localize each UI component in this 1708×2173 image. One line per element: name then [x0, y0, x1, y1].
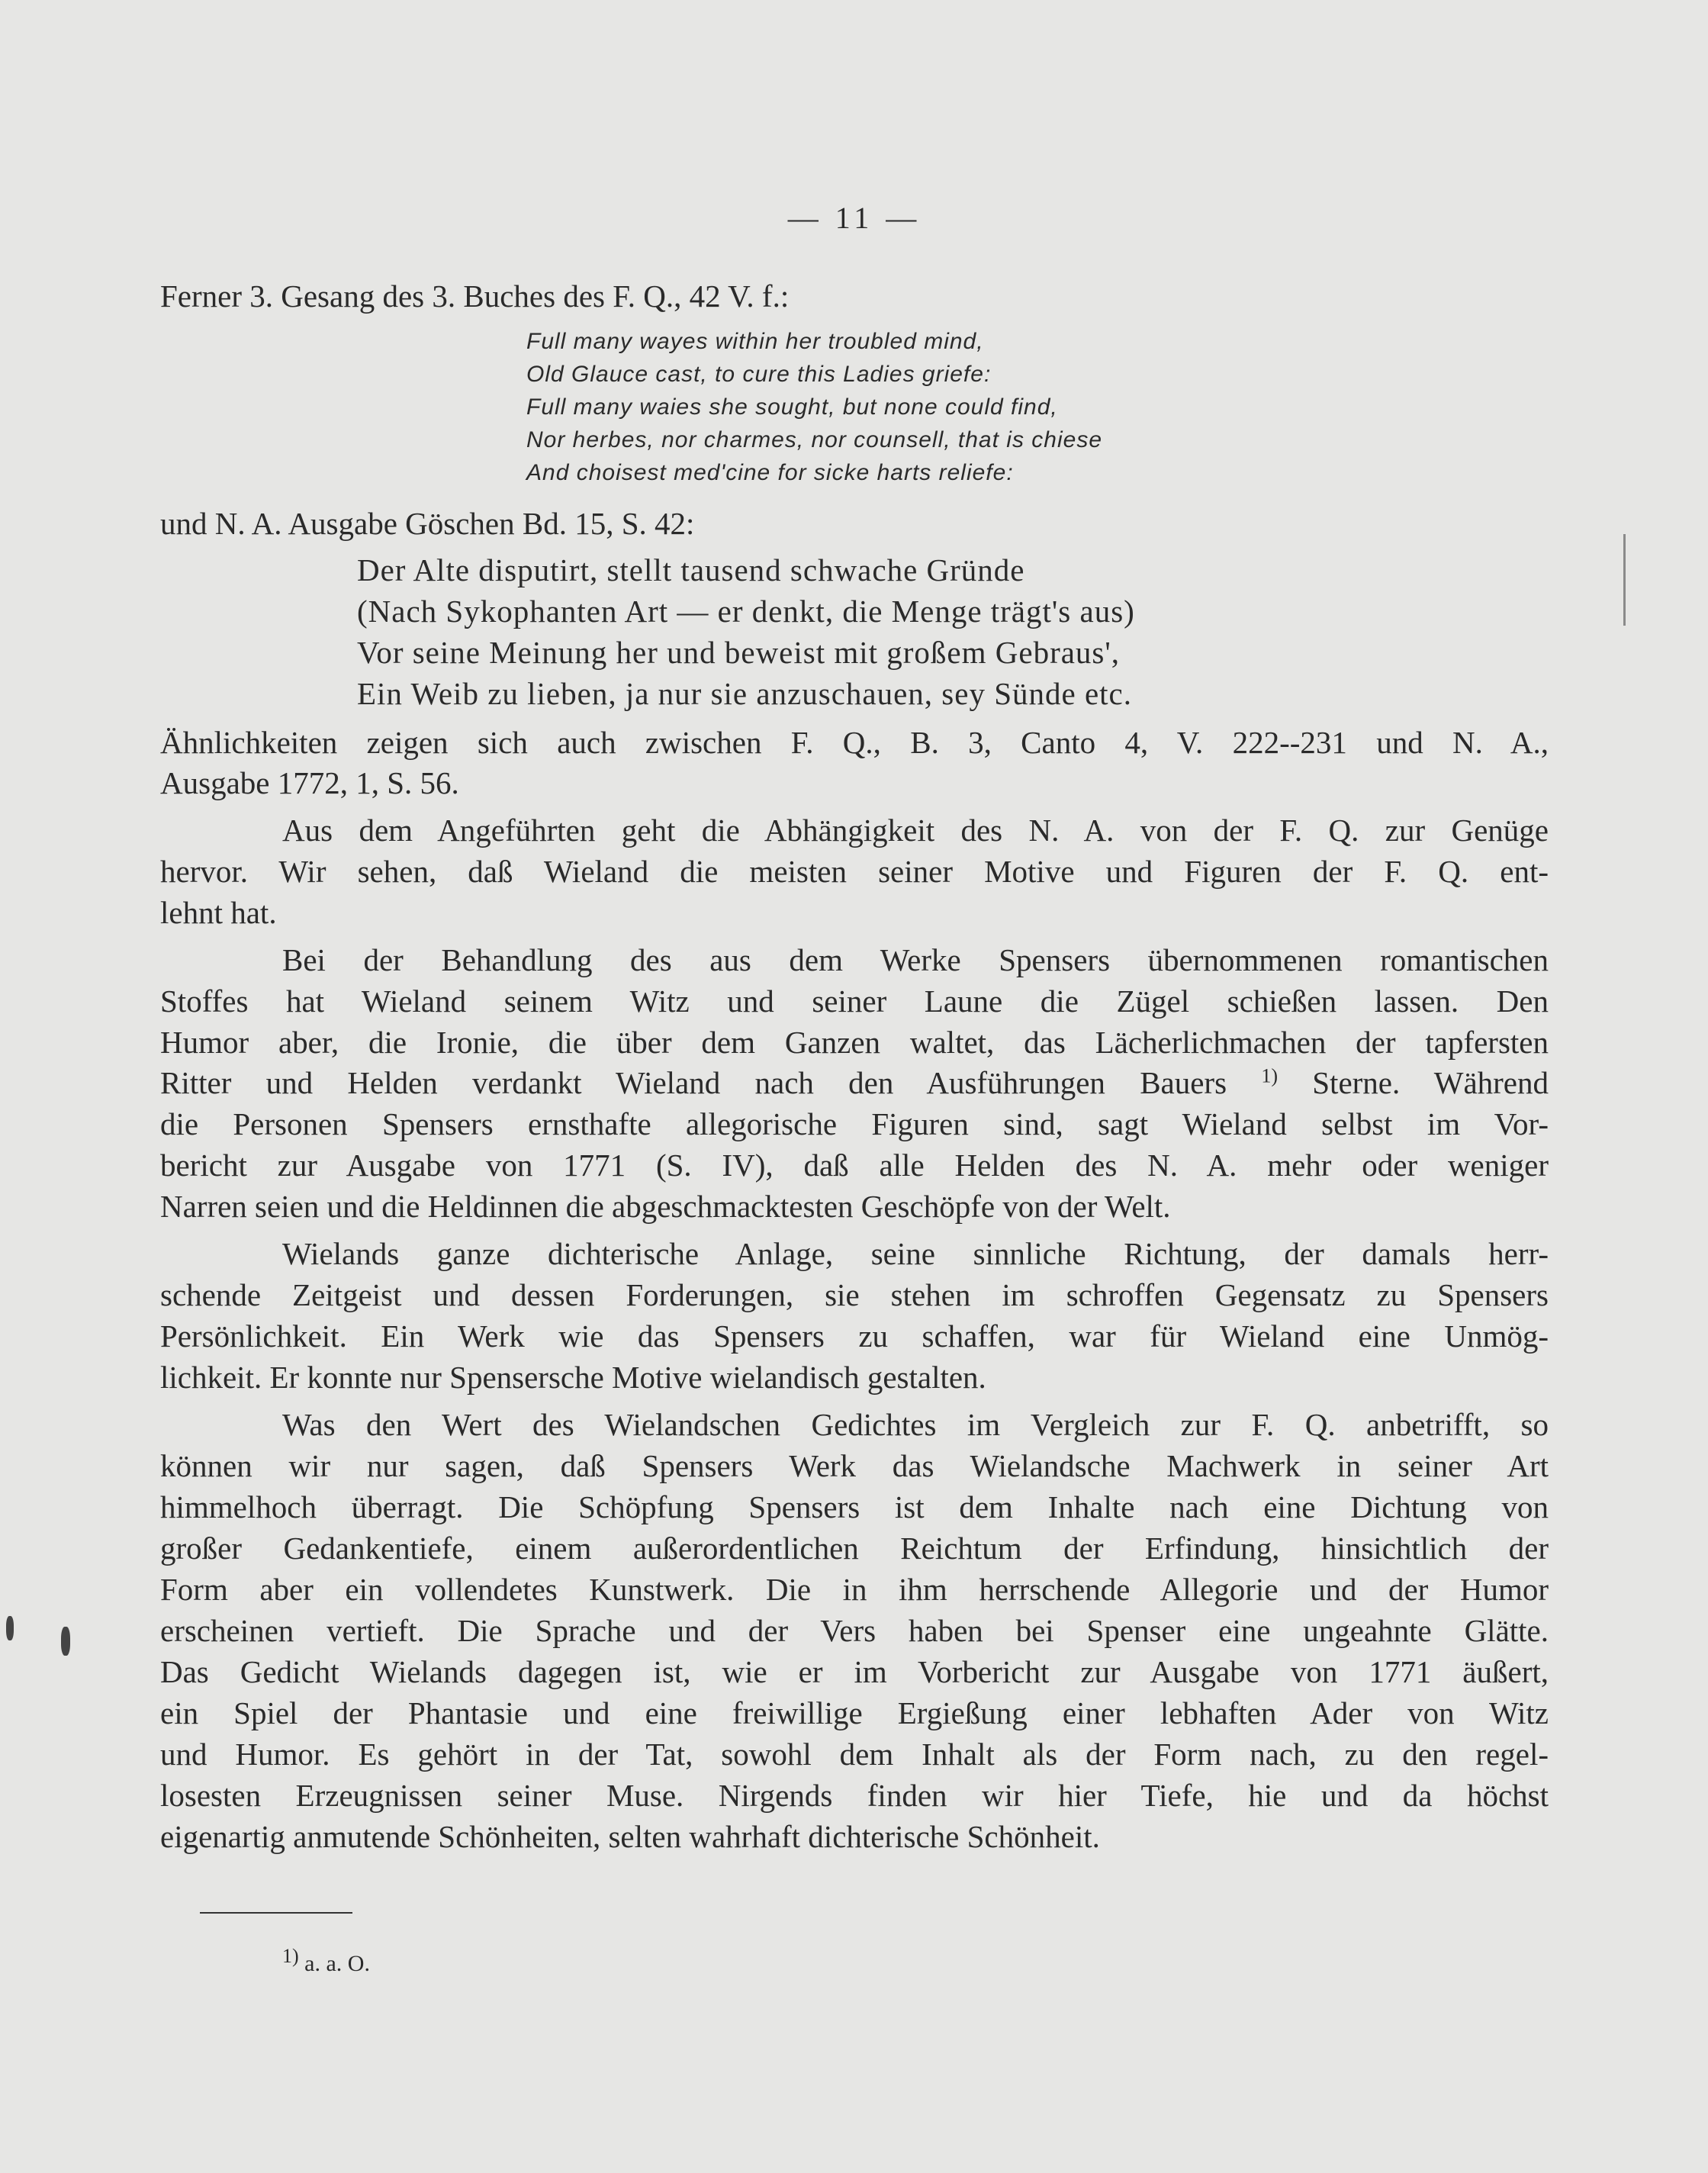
text-line: lichkeit. Er konnte nur Spensersche Motive wielandisch gestalten.: [160, 1360, 986, 1395]
text-line: die Personen Spensers ernsthafte allegorische Figuren sind, sagt Wieland selbst im Vor-: [160, 1106, 1549, 1141]
text-line: schende Zeitgeist und dessen Forderungen, sie stehen im schroffen Gegensatz zu Spensers: [160, 1277, 1549, 1312]
text-line: eigenartig anmutende Schönheiten, selten wahrhaft dichterische Schönheit.: [160, 1819, 1100, 1854]
text-line: können wir nur sagen, daß Spensers Werk das Wielandsche Machwerk in seiner Art: [160, 1448, 1549, 1483]
poem-line: Nor herbes, nor charmes, nor counsell, that is chiese: [526, 427, 1102, 452]
footnote-ref: 1): [1261, 1064, 1278, 1087]
text-line: Aus dem Angeführten geht die Abhängigkeit des N. A. von der F. Q. zur Genüge: [282, 813, 1549, 848]
poem-line: And choisest med'cine for sicke harts reliefe:: [526, 460, 1014, 485]
poem-line: Full many wayes within her troubled mind,: [526, 329, 984, 354]
scan-mark: [1623, 534, 1626, 626]
text-line: erscheinen vertieft. Die Sprache und der Vers haben bei Spenser eine ungeahnte Glätte.: [160, 1613, 1549, 1648]
text-segment: Sterne. Während: [1312, 1065, 1549, 1100]
text-line: Bei der Behandlung des aus dem Werke Spensers übernommenen romantischen: [282, 942, 1549, 977]
verse-line: Ein Weib zu lieben, ja nur sie anzuschauen, sey Sünde etc.: [357, 676, 1132, 711]
footnote-marker: 1): [282, 1945, 299, 1967]
text-line: und Humor. Es gehört in der Tat, sowohl dem Inhalt als der Form nach, zu den regel-: [160, 1737, 1549, 1772]
text-line: Stoffes hat Wieland seinem Witz und seiner Laune die Zügel schießen lassen. Den: [160, 983, 1549, 1019]
page-number: — 11 —: [787, 201, 922, 235]
verse-line: Vor seine Meinung her und beweist mit großem Gebraus',: [357, 635, 1121, 670]
text-line: Wielands ganze dichterische Anlage, seine sinnliche Richtung, der damals herr-: [282, 1236, 1549, 1271]
text-line: Narren seien und die Heldinnen die abgeschmacktesten Geschöpfe von der Welt.: [160, 1189, 1171, 1224]
footnote-divider: [200, 1912, 352, 1914]
footnote-text: a. a. O.: [304, 1951, 370, 1976]
intro-line-2: und N. A. Ausgabe Göschen Bd. 15, S. 42:: [160, 506, 695, 541]
text-line: großer Gedankentiefe, einem außerordentlichen Reichtum der Erfindung, hinsichtlich der: [160, 1531, 1549, 1566]
text-line: Humor aber, die Ironie, die über dem Ganzen waltet, das Lächerlichmachen der tapfersten: [160, 1025, 1549, 1060]
text-segment: Ritter und Helden verdankt Wieland nach den Ausführungen Bauers: [160, 1065, 1227, 1100]
text-line: Was den Wert des Wielandschen Gedichtes im Vergleich zur F. Q. anbetrifft, so: [282, 1407, 1549, 1442]
poem-line: Old Glauce cast, to cure this Ladies griefe:: [526, 362, 992, 387]
intro-line: Ferner 3. Gesang des 3. Buches des F. Q., 42 V. f.:: [160, 278, 790, 314]
text-line-with-footnote: [160, 1063, 1549, 1103]
ink-blot: [61, 1627, 70, 1656]
text-line: himmelhoch überragt. Die Schöpfung Spensers ist dem Inhalte nach eine Dichtung von: [160, 1489, 1549, 1524]
text-line: ein Spiel der Phantasie und eine freiwillige Ergießung einer lebhaften Ader von Witz: [160, 1695, 1549, 1730]
poem-line: Full many waies she sought, but none could find,: [526, 394, 1058, 420]
text-line: Das Gedicht Wielands dagegen ist, wie er im Vorbericht zur Ausgabe von 1771 äußert,: [160, 1654, 1549, 1689]
text-line: hervor. Wir sehen, daß Wieland die meisten seiner Motive und Figuren der F. Q. ent-: [160, 854, 1549, 889]
verse-line: (Nach Sykophanten Art — er denkt, die Menge trägt's aus): [357, 594, 1135, 629]
footnote: [282, 1945, 370, 1977]
text-line: losesten Erzeugnissen seiner Muse. Nirgends finden wir hier Tiefe, hie und da höchst: [160, 1778, 1549, 1813]
ink-blot: [6, 1616, 14, 1640]
text-line: lehnt hat.: [160, 895, 277, 930]
text-line: Form aber ein vollendetes Kunstwerk. Die in ihm herrschende Allegorie und der Humor: [160, 1572, 1549, 1607]
text-line: bericht zur Ausgabe von 1771 (S. IV), daß alle Helden des N. A. mehr oder weniger: [160, 1148, 1549, 1183]
text-line: Ähnlichkeiten zeigen sich auch zwischen F. Q., B. 3, Canto 4, V. 222--231 und N. A.,: [160, 725, 1549, 760]
text-line: Persönlichkeit. Ein Werk wie das Spensers zu schaffen, war für Wieland eine Unmög-: [160, 1318, 1549, 1354]
text-line: Ausgabe 1772, 1, S. 56.: [160, 765, 459, 800]
verse-line: Der Alte disputirt, stellt tausend schwache Gründe: [357, 552, 1025, 588]
